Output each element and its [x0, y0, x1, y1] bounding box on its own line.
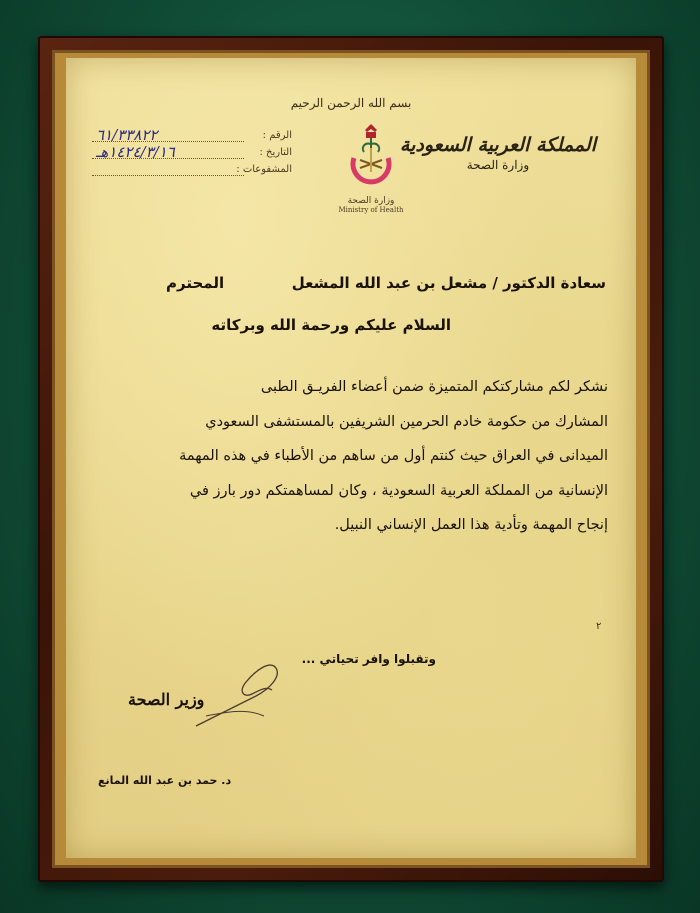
body-line: الميدانى في العراق حيث كنتم أول من ساهم من الأطباء في هذه المهمة [179, 448, 608, 464]
margin-mark: ٢ [596, 621, 602, 632]
reference-date-row [92, 143, 292, 164]
body-line: المشارك من حكومة خادم الحرمين الشريفين بالمستشفى السعودي [205, 413, 608, 430]
ministry-of-health-emblem-icon [336, 122, 406, 192]
ministry-name: وزارة الصحة [466, 158, 530, 172]
reference-attachments-row [92, 164, 292, 181]
reference-date-value: ١٤٢٤/٣/١٦هـ [96, 143, 175, 161]
body-line: إنجاح المهمة وتأدية هذا العمل الإنساني النبيل. [334, 517, 608, 533]
reference-number-label: الرقم : [262, 130, 292, 141]
body-line: الإنسانية من المملكة العربية السعودية ، وكان لمساهمتكم دور بارز في [189, 482, 608, 499]
body-line: نشكر لكم مشاركتكم المتميزة ضمن أعضاء الفريـق الطبى [260, 379, 608, 395]
letterhead [400, 134, 596, 172]
reference-attachments-label: المشفوعات : [236, 164, 292, 175]
basmala: بسم الله الرحمن الرحيم [290, 96, 412, 110]
addressee: سعادة الدكتور / مشعل بن عبد الله المشعل [291, 274, 606, 292]
emblem-ministry-arabic: وزارة الصحة [347, 196, 395, 206]
signer-name: د. حمد بن عبد الله المانع [98, 774, 232, 787]
respected-honorific: المحترم [166, 274, 225, 292]
emblem-ministry-english: Ministry of Health [338, 206, 404, 214]
kingdom-name: المملكة العربية السعودية [399, 134, 596, 156]
reference-block [92, 126, 292, 181]
closing: وتقبلوا وافر تحياتي ... [301, 652, 436, 666]
greeting: السلام عليكم ورحمة الله وبركاته [211, 316, 451, 334]
letter-body [94, 370, 608, 543]
reference-date-label: التاريخ : [259, 147, 292, 158]
signer-title: وزير الصحة [128, 690, 205, 709]
certificate-paper [66, 58, 636, 858]
reference-number-value: ٦١/٣٣٨٢٢ [96, 126, 158, 144]
